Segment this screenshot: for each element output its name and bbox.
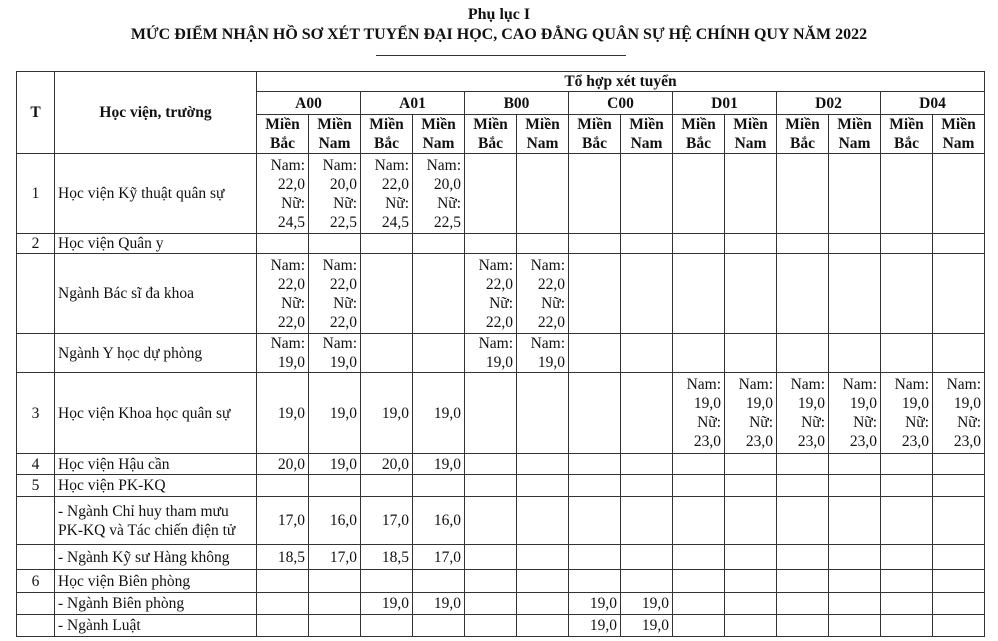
score-cell <box>725 254 777 334</box>
score-cell: 18,5 <box>361 545 413 570</box>
header-region-south: Miền Nam <box>725 115 777 154</box>
row-school-name: Học viện Kỹ thuật quân sự <box>55 154 257 234</box>
row-stt <box>17 254 55 334</box>
score-cell <box>517 545 569 570</box>
score-cell <box>777 593 829 615</box>
score-cell: 17,0 <box>413 545 465 570</box>
score-cell <box>933 615 985 637</box>
table-row <box>17 334 985 373</box>
score-cell <box>777 154 829 234</box>
document-subtitle: MỨC ĐIỂM NHẬN HỒ SƠ XÉT TUYỂN ĐẠI HỌC, CAO ĐẲNG QUÂN SỰ HỆ CHÍNH QUY NĂM 2022 <box>130 26 868 43</box>
score-cell <box>621 234 673 254</box>
score-cell <box>621 497 673 545</box>
score-cell <box>569 254 621 334</box>
header-combo-d02: D02 <box>777 92 881 115</box>
table-row <box>17 154 985 234</box>
score-cell <box>673 334 725 373</box>
score-cell <box>621 254 673 334</box>
score-cell <box>725 497 777 545</box>
header-region-north: Miền Bắc <box>777 115 829 154</box>
score-cell <box>517 615 569 637</box>
score-cell <box>569 497 621 545</box>
header-region-north: Miền Bắc <box>569 115 621 154</box>
score-cell: 19,0 <box>621 615 673 637</box>
row-school-name: - Ngành Chỉ huy tham mưu PK-KQ và Tác chiến điện tử <box>55 497 257 545</box>
table-row <box>17 570 985 593</box>
row-school-name: Học viện PK-KQ <box>55 475 257 497</box>
score-cell <box>881 234 933 254</box>
score-cell <box>673 545 725 570</box>
table-row <box>17 497 985 545</box>
header-region-south: Miền Nam <box>621 115 673 154</box>
table-row <box>17 615 985 637</box>
score-cell <box>465 154 517 234</box>
score-cell <box>309 475 361 497</box>
header-region-south: Miền Nam <box>933 115 985 154</box>
score-cell <box>569 373 621 454</box>
header-combo-group: Tổ hợp xét tuyển <box>257 72 985 92</box>
score-cell <box>517 454 569 475</box>
row-stt: 3 <box>17 373 55 454</box>
score-cell <box>257 615 309 637</box>
header-region-south: Miền Nam <box>829 115 881 154</box>
score-cell <box>673 234 725 254</box>
score-cell <box>881 254 933 334</box>
score-cell: 16,0 <box>309 497 361 545</box>
score-cell <box>725 154 777 234</box>
row-stt <box>17 615 55 637</box>
score-cell: Nam: 22,0 Nữ: 22,0 <box>309 254 361 334</box>
score-cell: 19,0 <box>257 373 309 454</box>
score-cell <box>257 570 309 593</box>
score-cell <box>777 454 829 475</box>
score-cell <box>829 545 881 570</box>
score-cell: 19,0 <box>569 615 621 637</box>
score-cell <box>777 497 829 545</box>
score-cell <box>777 334 829 373</box>
score-cell <box>881 615 933 637</box>
score-cell <box>361 570 413 593</box>
score-cell <box>361 254 413 334</box>
header-combo-a00: A00 <box>257 92 361 115</box>
score-cell <box>933 475 985 497</box>
score-cell <box>673 475 725 497</box>
score-cell: 20,0 <box>361 454 413 475</box>
row-stt: 6 <box>17 570 55 593</box>
score-cell: 19,0 <box>361 373 413 454</box>
score-cell: Nam: 19,0 <box>465 334 517 373</box>
row-stt <box>17 593 55 615</box>
score-cell <box>673 593 725 615</box>
score-cell <box>569 334 621 373</box>
score-cell <box>517 593 569 615</box>
row-school-name: Học viện Khoa học quân sự <box>55 373 257 454</box>
score-cell: Nam: 20,0 Nữ: 22,5 <box>413 154 465 234</box>
score-cell: 19,0 <box>413 593 465 615</box>
table-row <box>17 454 985 475</box>
score-cell <box>465 234 517 254</box>
score-cell <box>725 545 777 570</box>
score-cell <box>569 454 621 475</box>
score-cell <box>673 497 725 545</box>
score-cell <box>673 454 725 475</box>
score-cell <box>725 570 777 593</box>
row-stt: 1 <box>17 154 55 234</box>
score-cell <box>621 154 673 234</box>
header-combo-c00: C00 <box>569 92 673 115</box>
row-school-name: Ngành Bác sĩ đa khoa <box>55 254 257 334</box>
score-cell: 16,0 <box>413 497 465 545</box>
score-cell <box>829 334 881 373</box>
score-cell <box>517 497 569 545</box>
score-cell: Nam: 22,0 Nữ: 24,5 <box>361 154 413 234</box>
score-cell <box>621 545 673 570</box>
header-region-north: Miền Bắc <box>673 115 725 154</box>
header-region-south: Miền Nam <box>413 115 465 154</box>
score-cell <box>569 234 621 254</box>
header-stt: T <box>17 72 55 154</box>
score-cell <box>933 254 985 334</box>
score-cell <box>725 234 777 254</box>
score-cell <box>933 570 985 593</box>
score-cell <box>881 545 933 570</box>
row-stt: 2 <box>17 234 55 254</box>
score-cell <box>569 570 621 593</box>
row-stt: 4 <box>17 454 55 475</box>
score-cell <box>257 593 309 615</box>
admission-score-table <box>16 71 985 637</box>
score-cell <box>569 475 621 497</box>
score-cell <box>465 545 517 570</box>
score-cell: 19,0 <box>309 373 361 454</box>
title-underline <box>376 55 626 56</box>
score-cell <box>725 454 777 475</box>
score-cell: 19,0 <box>569 593 621 615</box>
score-cell: Nam: 19,0 <box>517 334 569 373</box>
score-cell <box>933 593 985 615</box>
score-cell: Nam: 19,0 <box>309 334 361 373</box>
score-cell <box>881 475 933 497</box>
score-cell <box>829 475 881 497</box>
score-cell <box>413 570 465 593</box>
score-cell: Nam: 22,0 Nữ: 22,0 <box>517 254 569 334</box>
header-combo-d04: D04 <box>881 92 985 115</box>
row-school-name: - Ngành Luật <box>55 615 257 637</box>
score-cell <box>777 254 829 334</box>
score-cell <box>881 154 933 234</box>
score-cell <box>829 593 881 615</box>
score-cell <box>829 615 881 637</box>
score-cell <box>933 497 985 545</box>
score-cell <box>465 593 517 615</box>
header-combo-a01: A01 <box>361 92 465 115</box>
row-school-name: Học viện Hậu cần <box>55 454 257 475</box>
header-combo-b00: B00 <box>465 92 569 115</box>
header-school: Học viện, trường <box>55 72 257 154</box>
header-combo-d01: D01 <box>673 92 777 115</box>
score-cell: Nam: 19,0 Nữ: 23,0 <box>933 373 985 454</box>
score-cell: 19,0 <box>413 454 465 475</box>
score-cell <box>829 454 881 475</box>
score-cell <box>673 154 725 234</box>
score-cell <box>465 570 517 593</box>
score-cell <box>777 475 829 497</box>
score-cell: 17,0 <box>361 497 413 545</box>
table-row <box>17 475 985 497</box>
score-cell: Nam: 22,0 Nữ: 22,0 <box>465 254 517 334</box>
score-cell <box>881 593 933 615</box>
score-cell <box>621 454 673 475</box>
score-cell <box>933 334 985 373</box>
score-cell <box>309 593 361 615</box>
score-cell <box>465 454 517 475</box>
score-cell <box>933 154 985 234</box>
score-cell <box>309 615 361 637</box>
score-cell <box>413 334 465 373</box>
score-cell <box>569 154 621 234</box>
score-cell: 19,0 <box>309 454 361 475</box>
row-stt <box>17 545 55 570</box>
row-school-name: Ngành Y học dự phòng <box>55 334 257 373</box>
score-cell <box>309 570 361 593</box>
score-cell <box>361 615 413 637</box>
score-cell <box>361 475 413 497</box>
score-cell <box>881 497 933 545</box>
score-cell: Nam: 22,0 Nữ: 24,5 <box>257 154 309 234</box>
row-school-name: - Ngành Biên phòng <box>55 593 257 615</box>
score-cell: Nam: 19,0 Nữ: 23,0 <box>725 373 777 454</box>
header-region-south: Miền Nam <box>517 115 569 154</box>
score-cell <box>777 234 829 254</box>
score-cell <box>933 234 985 254</box>
score-cell <box>517 234 569 254</box>
score-cell: 19,0 <box>413 373 465 454</box>
score-cell: Nam: 19,0 Nữ: 23,0 <box>881 373 933 454</box>
score-cell <box>829 570 881 593</box>
score-cell <box>413 615 465 637</box>
row-stt <box>17 334 55 373</box>
score-cell <box>413 475 465 497</box>
score-cell <box>257 475 309 497</box>
score-cell <box>829 254 881 334</box>
score-cell <box>517 373 569 454</box>
score-cell <box>621 334 673 373</box>
score-cell <box>777 570 829 593</box>
score-cell <box>309 234 361 254</box>
table-row <box>17 373 985 454</box>
score-cell <box>777 615 829 637</box>
score-cell <box>777 545 829 570</box>
score-cell <box>621 373 673 454</box>
score-cell <box>517 154 569 234</box>
score-cell: Nam: 19,0 <box>257 334 309 373</box>
table-row <box>17 593 985 615</box>
header-region-north: Miền Bắc <box>465 115 517 154</box>
score-cell <box>725 475 777 497</box>
score-cell <box>361 234 413 254</box>
score-cell: Nam: 22,0 Nữ: 22,0 <box>257 254 309 334</box>
score-cell <box>829 154 881 234</box>
score-cell: 20,0 <box>257 454 309 475</box>
score-cell <box>465 497 517 545</box>
score-cell: Nam: 19,0 Nữ: 23,0 <box>777 373 829 454</box>
score-cell <box>673 254 725 334</box>
row-school-name: Học viện Quân y <box>55 234 257 254</box>
row-stt: 5 <box>17 475 55 497</box>
appendix-title: Phụ lục I <box>467 6 531 23</box>
header-region-north: Miền Bắc <box>257 115 309 154</box>
score-cell <box>413 254 465 334</box>
score-cell: Nam: 20,0 Nữ: 22,5 <box>309 154 361 234</box>
row-school-name: - Ngành Kỹ sư Hàng không <box>55 545 257 570</box>
score-cell <box>881 454 933 475</box>
score-cell <box>465 615 517 637</box>
table-row <box>17 545 985 570</box>
score-cell <box>517 475 569 497</box>
score-cell <box>413 234 465 254</box>
score-cell <box>465 373 517 454</box>
score-cell <box>829 234 881 254</box>
table-row <box>17 254 985 334</box>
score-cell <box>621 570 673 593</box>
score-cell <box>621 475 673 497</box>
score-cell <box>881 334 933 373</box>
header-region-south: Miền Nam <box>309 115 361 154</box>
score-cell <box>517 570 569 593</box>
score-cell <box>465 475 517 497</box>
header-region-north: Miền Bắc <box>361 115 413 154</box>
score-cell <box>725 615 777 637</box>
score-cell <box>725 593 777 615</box>
score-cell: 17,0 <box>257 497 309 545</box>
header-region-north: Miền Bắc <box>881 115 933 154</box>
score-cell: Nam: 19,0 Nữ: 23,0 <box>673 373 725 454</box>
score-cell: 19,0 <box>621 593 673 615</box>
score-cell <box>933 454 985 475</box>
score-cell <box>829 497 881 545</box>
row-school-name: Học viện Biên phòng <box>55 570 257 593</box>
row-stt <box>17 497 55 545</box>
score-cell <box>881 570 933 593</box>
score-cell: 18,5 <box>257 545 309 570</box>
score-cell <box>725 334 777 373</box>
score-cell: Nam: 19,0 Nữ: 23,0 <box>829 373 881 454</box>
table-row <box>17 234 985 254</box>
score-cell <box>361 334 413 373</box>
score-cell <box>569 545 621 570</box>
score-cell <box>673 615 725 637</box>
score-cell: 19,0 <box>361 593 413 615</box>
score-cell <box>933 545 985 570</box>
score-cell: 17,0 <box>309 545 361 570</box>
score-cell <box>257 234 309 254</box>
score-cell <box>673 570 725 593</box>
